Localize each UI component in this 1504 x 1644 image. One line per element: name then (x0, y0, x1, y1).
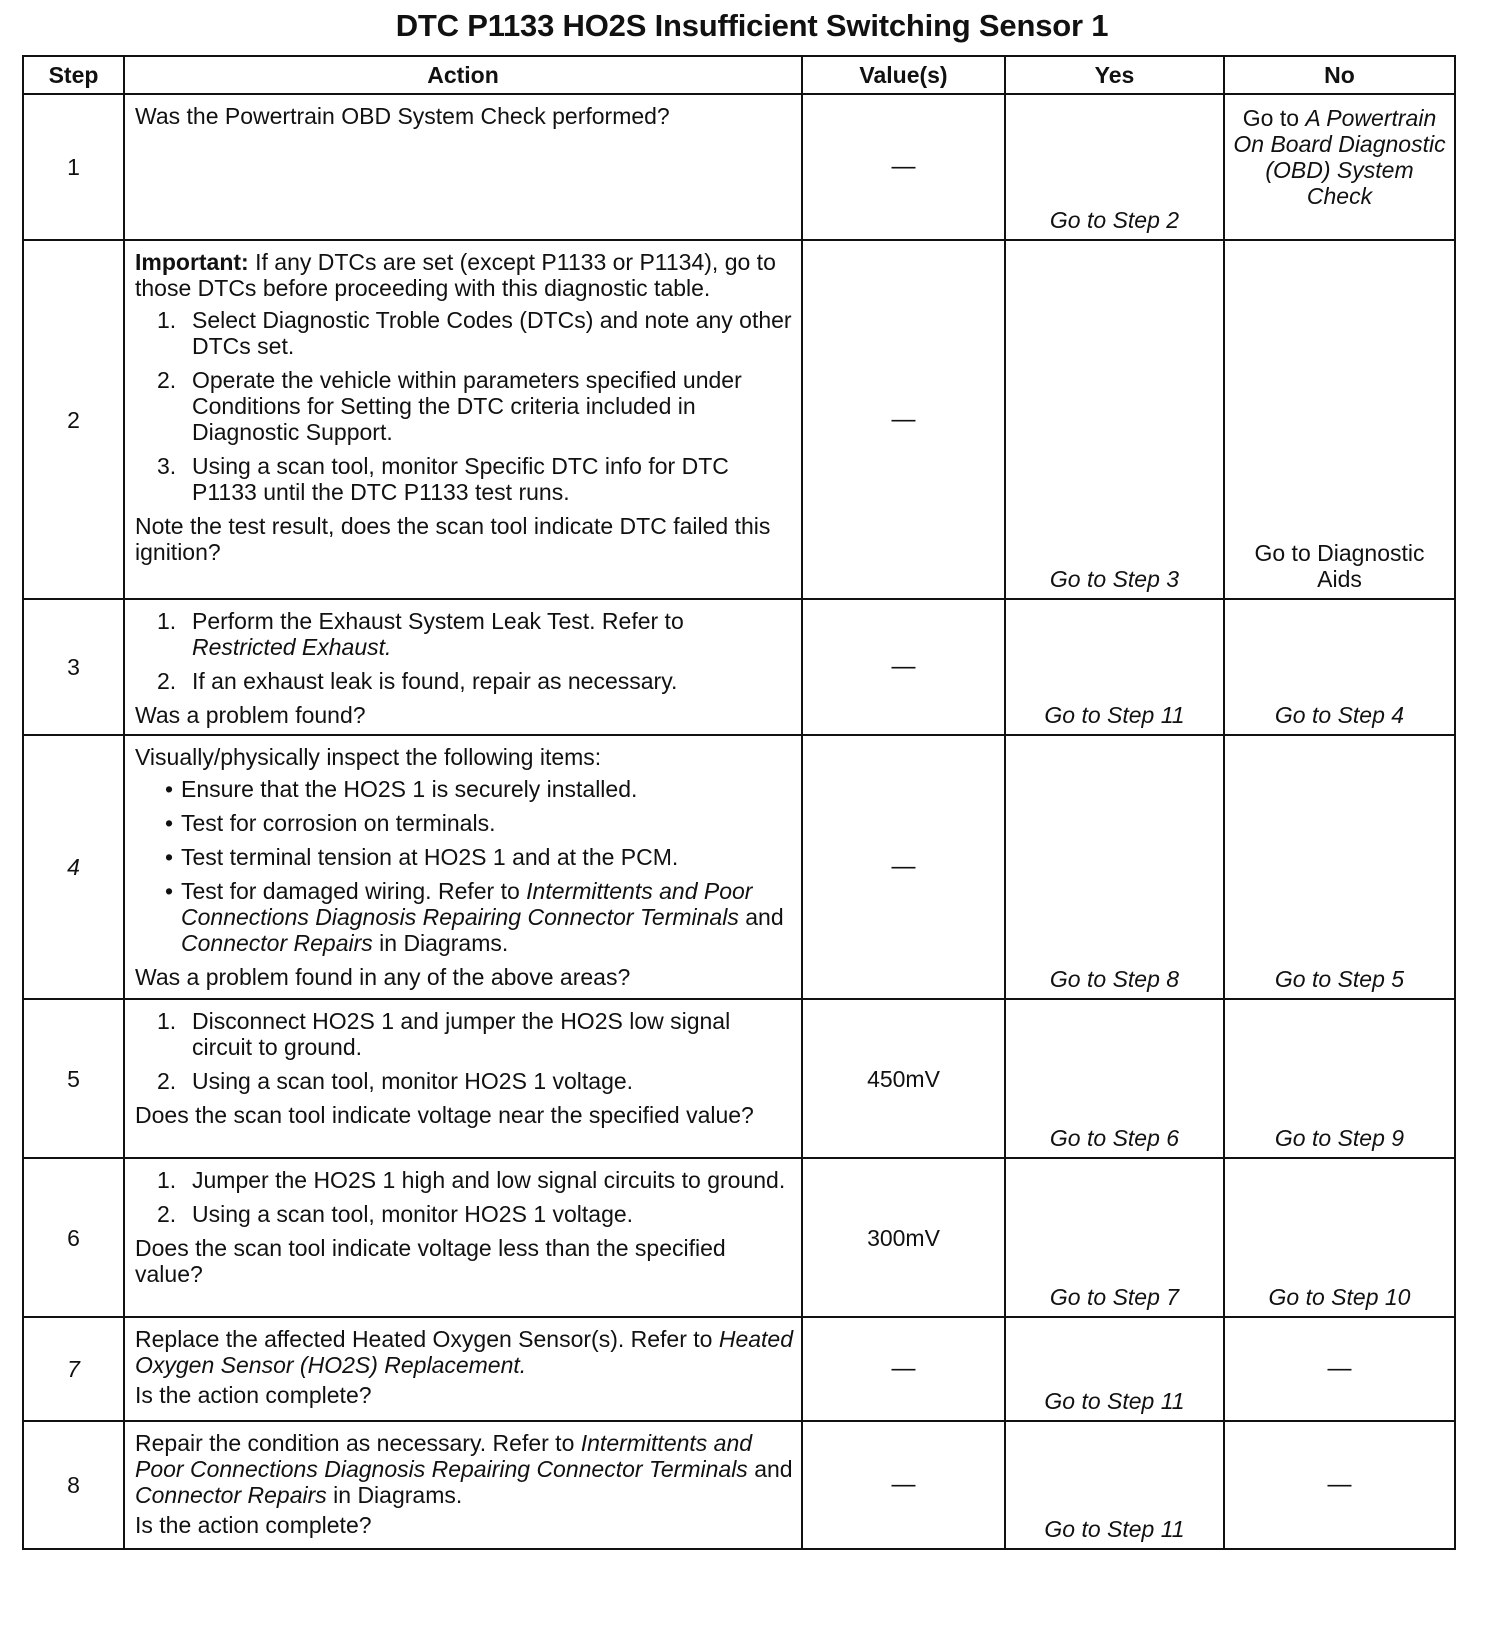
step-number: 8 (23, 1421, 124, 1549)
header-values: Value(s) (802, 56, 1005, 94)
header-action: Action (124, 56, 802, 94)
yes-link[interactable]: Go to Step 11 (1005, 599, 1224, 735)
no-link[interactable] (1224, 94, 1455, 240)
value-cell: — (802, 599, 1005, 735)
question: Is the action complete? (135, 1382, 372, 1408)
no-link[interactable]: Go to Step 4 (1224, 599, 1455, 735)
action-list (135, 776, 793, 956)
list-item: 1. Perform the Exhaust System Leak Test. Refer to Restricted Exhaust. (157, 608, 684, 660)
value-cell: — (802, 94, 1005, 240)
table-row-step-3 (23, 599, 1455, 735)
action-text: Replace the affected Heated Oxygen Sensor(s). Refer to Heated Oxygen Sensor (HO2S) Replacement. (135, 1326, 794, 1378)
list-item: • Test for damaged wiring. Refer to Intermittents and Poor Connections Diagnosis Repairing Connector Terminals and Connector Repairs in Diagrams. (164, 878, 784, 956)
yes-link[interactable]: Go to Step 6 (1005, 999, 1224, 1158)
action-cell (124, 1421, 802, 1549)
question: Was a problem found? (135, 702, 366, 728)
table-row-step-1 (23, 94, 1455, 240)
no-link[interactable]: Go to Step 9 (1224, 999, 1455, 1158)
no-link[interactable]: Go to Diagnostic Aids (1224, 240, 1455, 599)
intro-text: Visually/physically inspect the following items: (135, 744, 602, 770)
no-link[interactable]: Go to Step 5 (1224, 735, 1455, 999)
yes-link[interactable]: Go to Step 8 (1005, 735, 1224, 999)
step-number: 4 (23, 735, 124, 999)
list-item: • Test terminal tension at HO2S 1 and at the PCM. (164, 844, 679, 870)
yes-link[interactable]: Go to Step 2 (1005, 94, 1224, 240)
yes-link[interactable]: Go to Step 11 (1005, 1317, 1224, 1421)
value-cell: — (802, 240, 1005, 599)
list-item: 2. Using a scan tool, monitor HO2S 1 voltage. (157, 1201, 634, 1227)
action-cell (124, 999, 802, 1158)
yes-link[interactable]: Go to Step 3 (1005, 240, 1224, 599)
action-text: Repair the condition as necessary. Refer to Intermittents and Poor Connections Diagnosis Repairing Connector Terminals and Connector Repairs in Diagrams. (135, 1430, 793, 1508)
table-row-step-6 (23, 1158, 1455, 1317)
table-row-step-2 (23, 240, 1455, 599)
no-link-italic: A Powertrain On Board Diagnostic (OBD) System Check (1233, 105, 1446, 209)
table-row-step-4 (23, 735, 1455, 999)
action-list (135, 1167, 793, 1227)
page-title: DTC P1133 HO2S Insufficient Switching Sensor 1 (395, 8, 1109, 43)
list-item: • Ensure that the HO2S 1 is securely installed. (164, 776, 638, 802)
yes-link[interactable]: Go to Step 11 (1005, 1421, 1224, 1549)
value-cell: — (802, 735, 1005, 999)
no-prefix: Go to (1242, 105, 1306, 131)
question: Does the scan tool indicate voltage near the specified value? (135, 1102, 754, 1128)
step-number: 5 (23, 999, 124, 1158)
header-step: Step (23, 56, 124, 94)
step-number: 7 (23, 1317, 124, 1421)
action-cell (124, 599, 802, 735)
action-cell (124, 240, 802, 599)
action-list (135, 307, 793, 505)
action-list (135, 608, 793, 694)
action-list (135, 1008, 793, 1094)
list-item: 1. Jumper the HO2S 1 high and low signal circuits to ground. (157, 1167, 786, 1193)
no-link[interactable]: Go to Step 10 (1224, 1158, 1455, 1317)
question: Does the scan tool indicate voltage less than the specified value? (135, 1235, 726, 1287)
yes-link[interactable]: Go to Step 7 (1005, 1158, 1224, 1317)
value-cell: — (802, 1317, 1005, 1421)
list-item: • Test for corrosion on terminals. (164, 810, 496, 836)
list-item: 2. If an exhaust leak is found, repair as necessary. (157, 668, 678, 694)
list-item: 2. Operate the vehicle within parameters specified under Conditions for Setting the DTC criteria included in Diagnostic Support. (157, 367, 742, 445)
table-row-step-5 (23, 999, 1455, 1158)
list-item: 1. Disconnect HO2S 1 and jumper the HO2S low signal circuit to ground. (157, 1008, 731, 1060)
header-yes: Yes (1005, 56, 1224, 94)
question: Was the Powertrain OBD System Check performed? (135, 103, 670, 129)
value-cell: — (802, 1421, 1005, 1549)
header-no: No (1224, 56, 1455, 94)
list-item: 3. Using a scan tool, monitor Specific DTC info for DTC P1133 until the DTC P1133 test runs. (157, 453, 729, 505)
header-row (23, 56, 1455, 94)
no-cell: — (1224, 1421, 1455, 1549)
step-number: 1 (23, 94, 124, 240)
question: Note the test result, does the scan tool indicate DTC failed this ignition? (135, 513, 771, 565)
diagnostic-table (22, 55, 1456, 1550)
step-number: 6 (23, 1158, 124, 1317)
list-item: 2. Using a scan tool, monitor HO2S 1 voltage. (157, 1068, 634, 1094)
question: Was a problem found in any of the above areas? (135, 964, 631, 990)
important-text: If any DTCs are set (except P1133 or P1134), go to those DTCs before proceeding with this diagnostic table. (135, 249, 776, 301)
action-cell (124, 1317, 802, 1421)
table-row-step-7 (23, 1317, 1455, 1421)
list-item: 1. Select Diagnostic Troble Codes (DTCs) and note any other DTCs set. (157, 307, 792, 359)
question: Is the action complete? (135, 1512, 372, 1538)
step-number: 2 (23, 240, 124, 599)
important-note (135, 249, 793, 301)
step-number: 3 (23, 599, 124, 735)
table-row-step-8 (23, 1421, 1455, 1549)
action-cell (124, 1158, 802, 1317)
no-cell: — (1224, 1317, 1455, 1421)
action-cell (124, 94, 802, 240)
value-cell: 300mV (802, 1158, 1005, 1317)
action-cell (124, 735, 802, 999)
important-label: Important: (135, 249, 249, 275)
value-cell: 450mV (802, 999, 1005, 1158)
